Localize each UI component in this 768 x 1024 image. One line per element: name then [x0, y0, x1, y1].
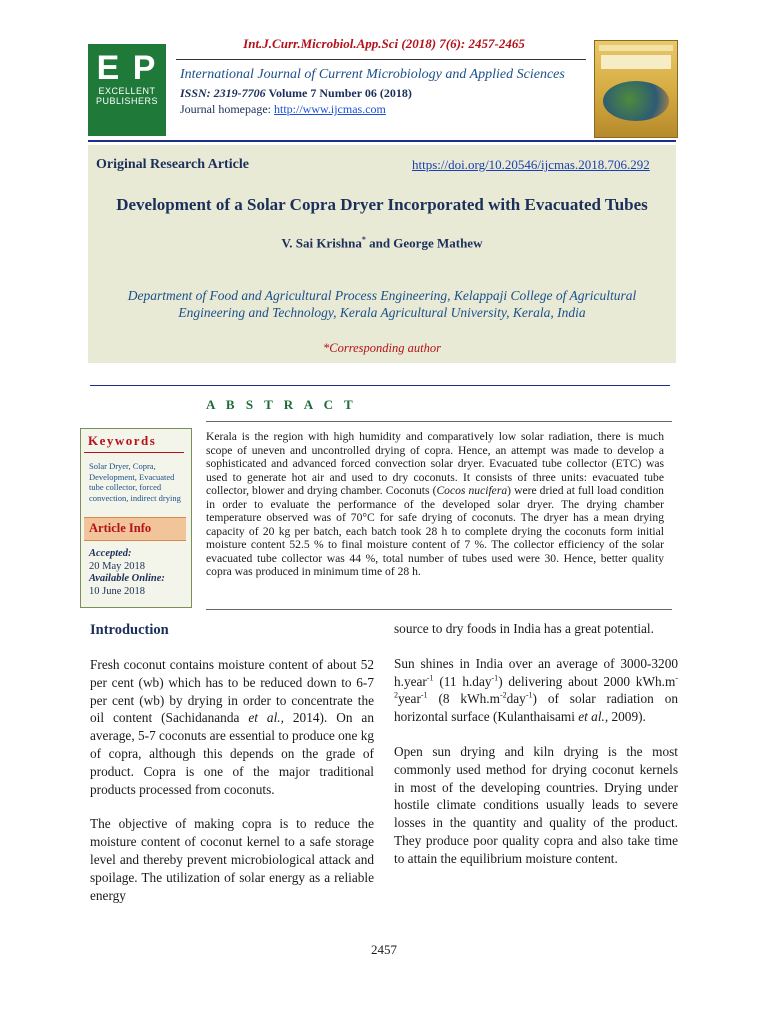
accepted-date: 20 May 2018 [89, 560, 145, 572]
journal-reference: Int.J.Curr.Microbiol.App.Sci (2018) 7(6): 2457-2465 [243, 36, 525, 51]
r2a: Sun shines in India over an average of 3000-3200 h.year [394, 655, 678, 689]
sup-d: -1 [420, 690, 428, 700]
r2g: ) of solar radiation on horizontal surface (Kulanthaisami [394, 691, 678, 725]
species-name: Cocos nucifera [436, 484, 508, 497]
abstract-top-rule [206, 421, 672, 422]
sup-f: -1 [525, 690, 533, 700]
abstract-bottom-rule [206, 609, 672, 610]
authors [88, 235, 676, 251]
abstract-part2: ) were dried at full load condition in order to evaluate the performance of the developed solar dryer. The drying chamber temperature observed was of 70°C for safe drying of coconuts. The dryer has a mean drying capacity of 20 kg per batch, each batch took 28 h to complete drying the coconuts form initial moisture content 52.5 % to final moisture content of 7 %. The collector efficiency of the solar evacuated tube collector was 44 %, total number of tubes used were 30. Hence, better quality copra was produced in minimum time of 28 h. [206, 484, 664, 578]
introduction-heading: Introduction [90, 622, 169, 638]
intro-p1b: 2014). On an average, 5-7 coconuts are essential to produce one kg of copra, although this depends on the grade of product. Copra is one of the major traditional products processed from coconuts. [90, 710, 374, 797]
keywords-heading: Keywords [88, 433, 157, 448]
logo-line1: EXCELLENT [98, 86, 156, 96]
abstract-body [206, 430, 664, 579]
logo-line2: PUBLISHERS [95, 96, 159, 106]
r2c: ) delivering about 2000 kWh.m [498, 673, 676, 689]
online-date: 10 June 2018 [89, 585, 145, 597]
journal-name: International Journal of Current Microbiology and Applied Sciences [180, 67, 565, 82]
article-type: Original Research Article [96, 157, 249, 172]
online-label: Available Online: [89, 573, 165, 584]
abstract-part1: Kerala is the region with high humidity and comparatively low solar radiation, there is much scope of uneven and uncontrolled drying of copra. Hence, an attempt was made to develop a sophisticated and advanced forced convection solar dryer. Evacuated tube collector (ETC) was used to generate hot air and used to dry coconuts. It consists of three units: evacuated tube collector, blower and drying chamber. Coconuts ( [206, 430, 664, 497]
homepage-label: Journal homepage: [180, 102, 271, 116]
intro-paragraph-2: The objective of making copra is to reduce the moisture content of coconut kernel to a safe storage level and thereby prevent microbiological attack and spoilage. The utilization of solar energy as a reliable energy [90, 816, 374, 903]
intro-paragraph-4 [394, 655, 678, 726]
cover-illustration [603, 81, 669, 121]
sup-b: -1 [491, 673, 499, 683]
cover-band [599, 45, 673, 51]
r2d: year [398, 691, 421, 707]
article-header-box [88, 145, 676, 363]
doi-link[interactable]: https://doi.org/10.20546/ijcmas.2018.706.292 [412, 157, 650, 172]
article-info-heading: Article Info [89, 521, 152, 535]
author-first: V. Sai Krishna [281, 235, 362, 251]
homepage-line [180, 102, 386, 117]
intro-p1a: Fresh coconut contains moisture content of about 52 per cent (wb) which has to be reduced down to 6-7 per cent (wb) by drying in order to concentrate the oil content (Sachidananda [90, 657, 374, 726]
sup-e: -2 [499, 690, 507, 700]
article-dates [89, 548, 189, 598]
r2h: 2009). [608, 709, 646, 725]
cover-title-block [601, 55, 671, 69]
sup-c: -2 [394, 673, 678, 700]
page-number: 2457 [371, 942, 397, 957]
r2b: (11 h.day [433, 673, 492, 689]
intro-paragraph-1 [90, 656, 374, 798]
intro-etal-2: et al., [578, 709, 609, 725]
corresponding-mark: * [361, 235, 366, 244]
affiliation: Department of Food and Agricultural Process Engineering, Kelappaji College of Agricultural Engineering and Technology, Kerala Agricultural University, Kerala, India [127, 288, 637, 320]
header-rule [176, 59, 586, 60]
author-rest: and George Mathew [365, 235, 483, 251]
journal-cover-image [594, 40, 678, 138]
publisher-logo [88, 44, 166, 136]
logo-letters: E P [96, 49, 158, 87]
issn: ISSN: 2319-7706 [180, 86, 266, 100]
r2f: day [506, 691, 526, 707]
issn-line [180, 86, 412, 101]
keywords-list: Solar Dryer, Copra, Development, Evacuated tube collector, forced convection, indirect drying [89, 461, 181, 503]
abstract-heading: A B S T R A C T [206, 397, 357, 412]
accepted-label: Accepted: [89, 548, 132, 559]
article-title: Development of a Solar Copra Dryer Incorporated with Evacuated Tubes [116, 195, 648, 214]
section-divider [90, 385, 670, 386]
left-column [90, 656, 374, 921]
header-divider [88, 140, 676, 142]
r2e: (8 kWh.m [427, 691, 500, 707]
volume: Volume 7 Number 06 (2018) [268, 86, 412, 100]
intro-paragraph-3: source to dry foods in India has a great potential. [394, 621, 654, 636]
right-column [394, 620, 678, 885]
homepage-link[interactable]: http://www.ijcmas.com [273, 102, 386, 116]
sup-a: -1 [426, 673, 434, 683]
keywords-rule [84, 452, 184, 453]
intro-paragraph-5: Open sun drying and kiln drying is the most commonly used method for drying coconut kernels in most of the developing countries. Drying under hostile climate conditions usually leads to severe losses in the quantity and quality of the product. They produce poor quality copra and also take time to attain the equilibrium moisture content. [394, 743, 678, 866]
intro-etal-1: et al., [248, 710, 284, 726]
corresponding-author-note: *Corresponding author [323, 341, 441, 355]
